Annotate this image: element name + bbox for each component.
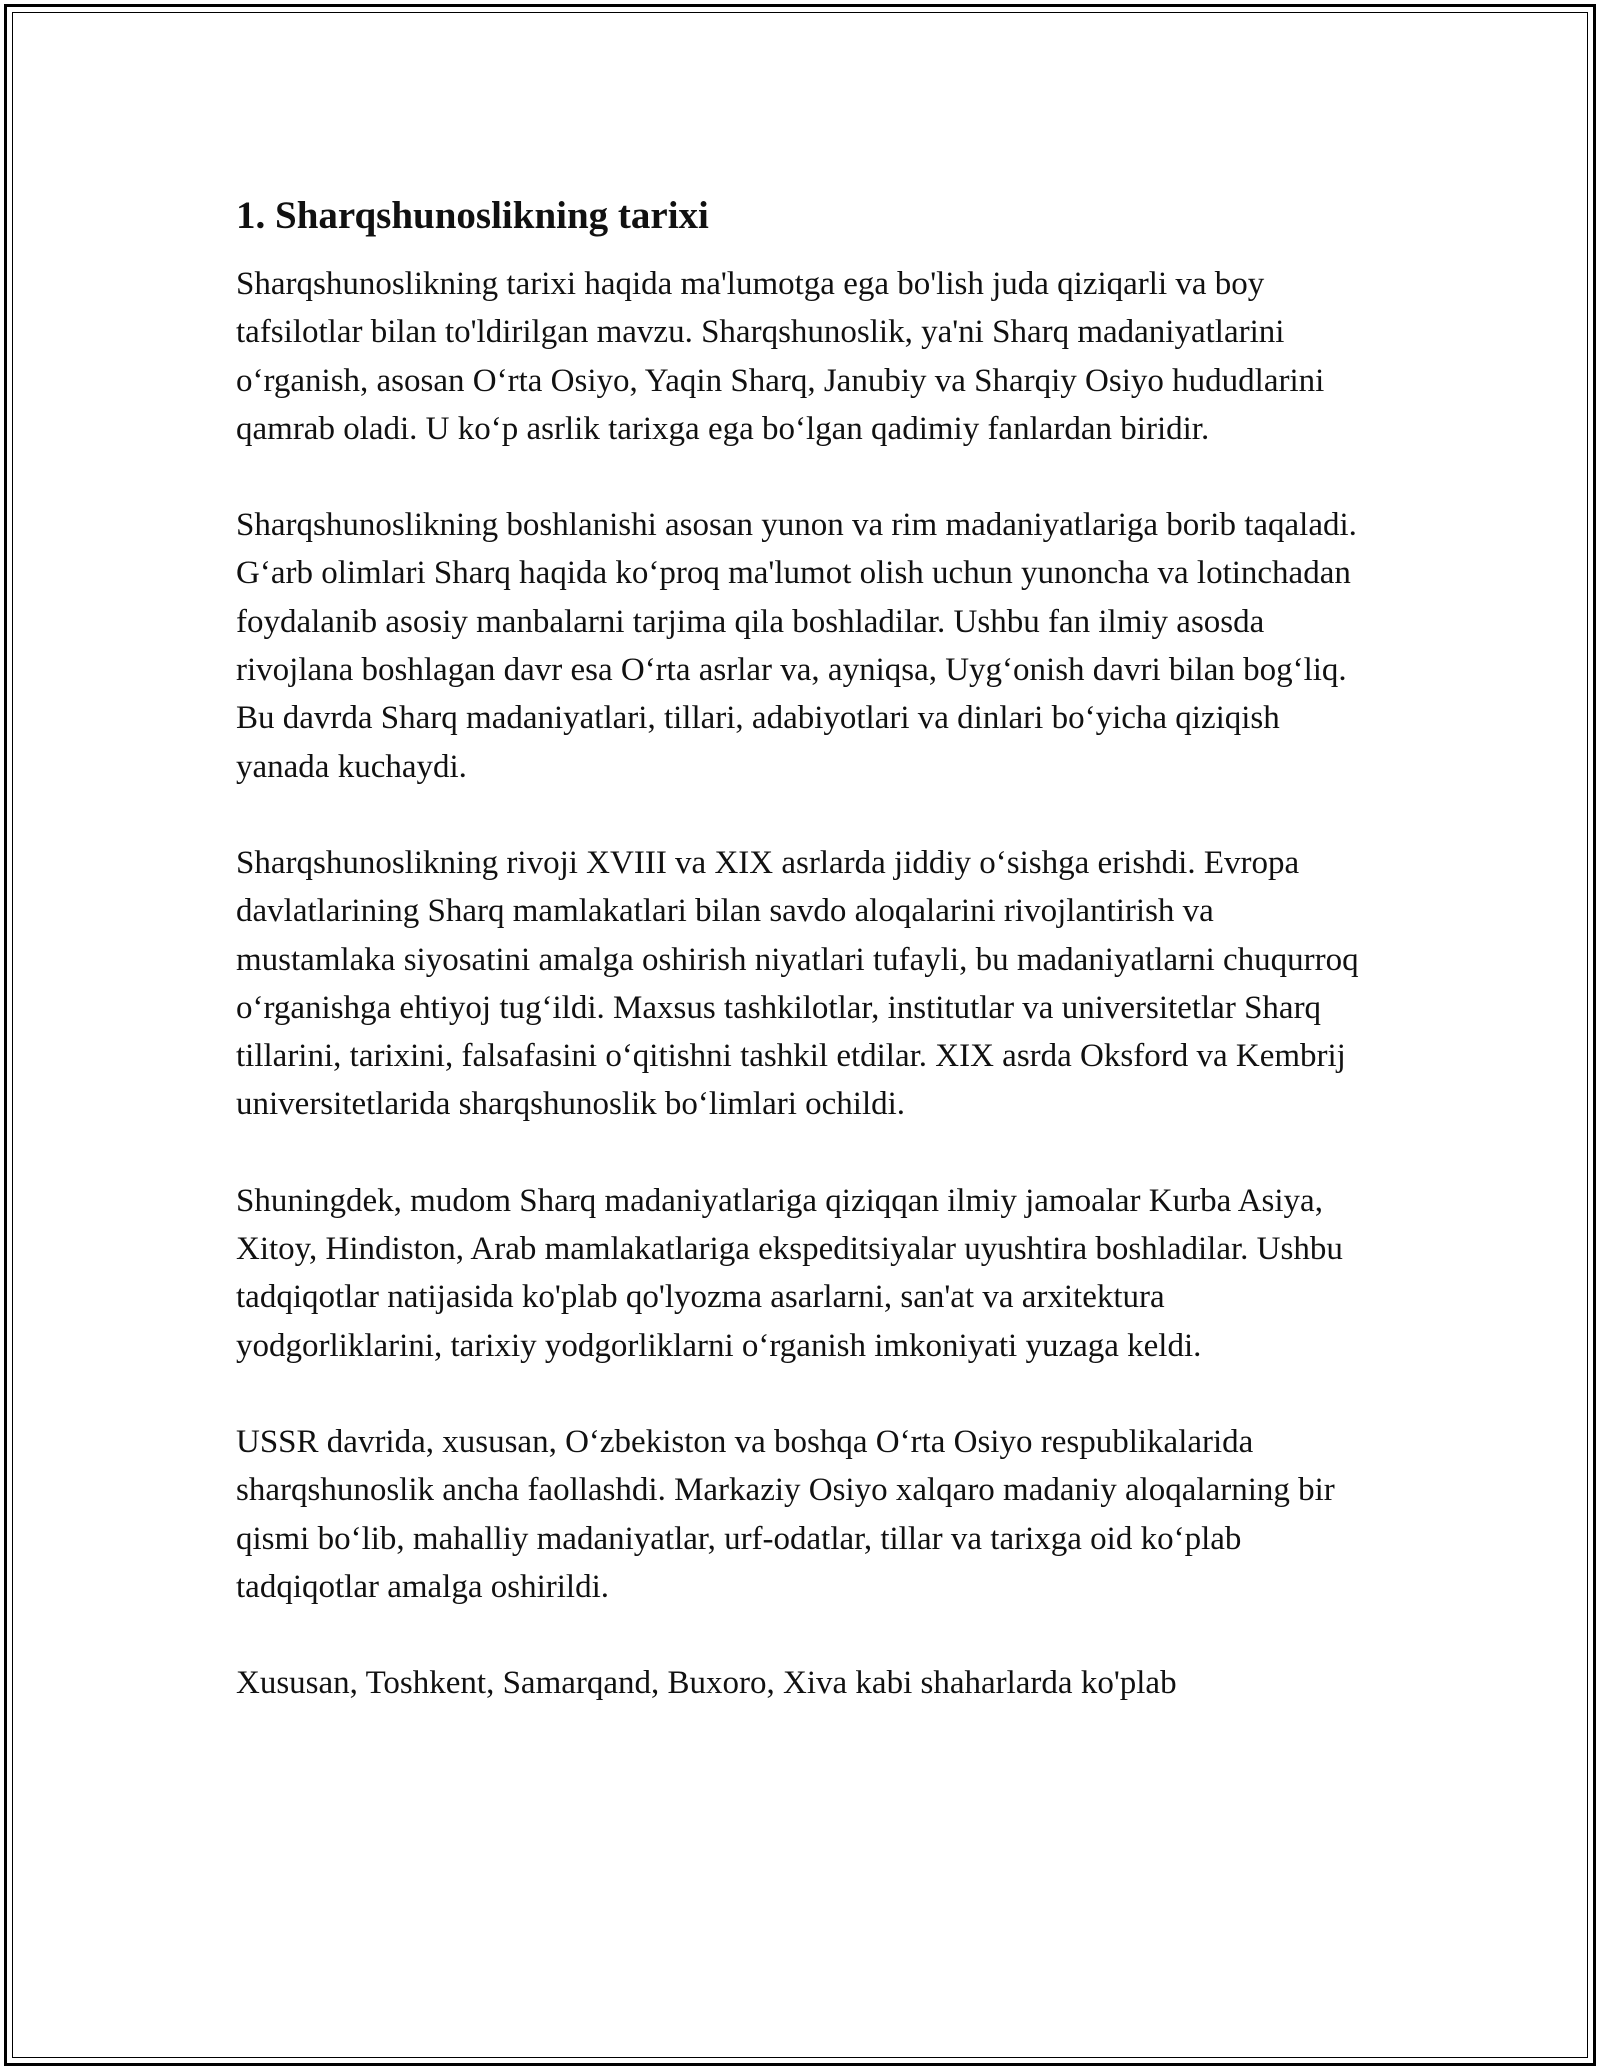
paragraph-6: Xususan, Toshkent, Samarqand, Buxoro, Xiva kabi shaharlarda ko'plab xyxy=(236,1665,1177,1702)
paragraph-2: Sharqshunoslikning boshlanishi asosan yunon va rim madaniyatlariga borib taqaladi. Gʻarb olimlari Sharq haqida koʻproq ma'lumot olish uchun yunoncha va lotinchadan foydalanib asosiy manbalarni tarjima qila boshladilar. Ushbu fan ilmiy asosda rivojlana boshlagan davr esa Oʻrta asrlar va, ayniqsa, Uygʻonish davri bilan bogʻliq. Bu davrda Sharq madaniyatlari, tillari, adabiyotlari va dinlari boʻyicha qiziqish yanada kuchaydi. xyxy=(236,507,1357,785)
paragraph-3: Sharqshunoslikning rivoji XVIII va XIX asrlarda jiddiy oʻsishga erishdi. Evropa davlatlarining Sharq mamlakatlari bilan savdo aloqalarini rivojlantirish va mustamlaka siyosatini amalga oshirish niyatlari tufayli, bu madaniyatlarni chuqurroq oʻrganishga ehtiyoj tugʻildi. Maxsus tashkilotlar, institutlar va universitetlar Sharq tillarini, tarixini, falsafasini oʻqitishni tashkil etdilar. XIX asrda Oksford va Kembrij universitetlarida sharqshunoslik boʻlimlari ochildi. xyxy=(236,844,1359,1123)
paragraph-5: USSR davrida, xususan, Oʻzbekiston va boshqa Oʻrta Osiyo respublikalarida sharqshunoslik ancha faollashdi. Markaziy Osiyo xalqaro madaniy aloqalarning bir qismi boʻlib, mahalliy madaniyatlar, urf-odatlar, tillar va tarixga oid koʻplab tadqiqotlar amalga oshirildi. xyxy=(236,1423,1335,1605)
paragraph-4: Shuningdek, mudom Sharq madaniyatlariga qiziqqan ilmiy jamoalar Kurba Asiya, Xitoy, Hindiston, Arab mamlakatlariga ekspeditsiyalar uyushtira boshladilar. Ushbu tadqiqotlar natijasida ko'plab qo'lyozma asarlarni, san'at va arxitektura yodgorliklarini, tarixiy yodgorliklarni oʻrganish imkoniyati yuzaga keldi. xyxy=(236,1182,1343,1364)
paragraph-1: Sharqshunoslikning tarixi haqida ma'lumotga ega bo'lish juda qiziqarli va boy tafsilotlar bilan to'ldirilgan mavzu. Sharqshunoslik, ya'ni Sharq madaniyatlarini oʻrganish, asosan Oʻrta Osiyo, Yaqin Sharq, Janubiy va Sharqiy Osiyo hududlarini qamrab oladi. U koʻp asrlik tarixga ega boʻlgan qadimiy fanlardan biridir. xyxy=(236,266,1325,447)
section-heading: 1. Sharqshunoslikning tarixi xyxy=(236,194,709,237)
document-body xyxy=(236,186,1376,1755)
